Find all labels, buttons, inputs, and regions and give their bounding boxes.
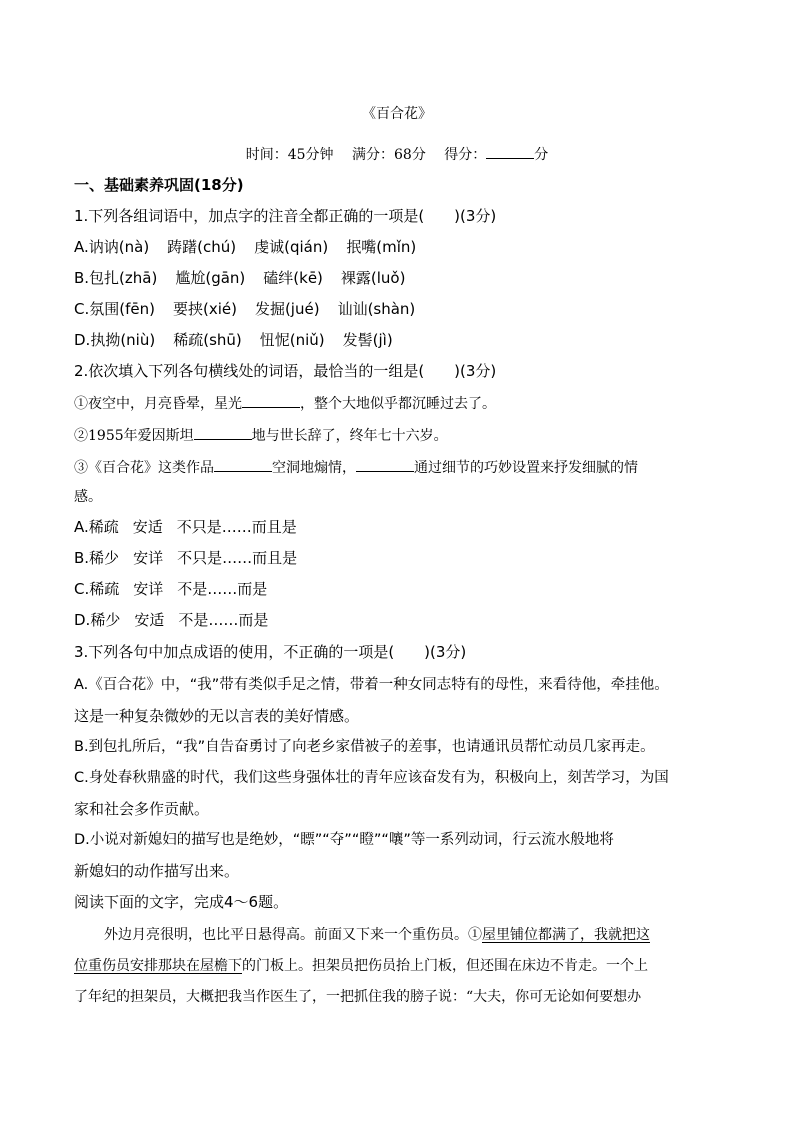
q1-a-word: 抿嘴(mǐn) <box>346 238 417 256</box>
q2-option-b[interactable] <box>74 548 311 568</box>
section-heading: 一、基础素养巩固(18分) <box>74 176 244 194</box>
q3-option-c[interactable]: C.身处春秋鼎盛的时代，我们这些身强体壮的青年应该奋发有为，积极向上，刻苦学习，为国 <box>74 770 669 786</box>
fill-blank[interactable] <box>194 425 252 440</box>
q3-option-b[interactable]: B.到包扎所后，“我”自告奋勇讨了向老乡家借被子的差事，也请通讯员帮忙动员几家再走。 <box>74 739 655 755</box>
fill-blank[interactable] <box>356 457 414 472</box>
q2-sentence-3 <box>74 457 638 478</box>
underlined-sentence: 屋里铺位都满了，我就把这 <box>482 927 650 943</box>
reading-intro: 阅读下面的文字，完成4～6题。 <box>74 893 289 911</box>
q2-b-item: B.稀少 <box>74 549 120 567</box>
q2-sentence-2 <box>74 425 448 446</box>
q1-d-word: D.执拗(niù) <box>74 331 156 349</box>
q1-d-word: 稀疏(shū) <box>173 331 242 349</box>
q1-d-word: 发髻(jì) <box>342 331 393 349</box>
q2-c-item: C.稀疏 <box>74 580 120 598</box>
q2-option-a[interactable] <box>74 517 311 537</box>
q2-d-item: 安适 <box>134 611 165 629</box>
q1-b-word: B.包扎(zhā) <box>74 269 158 287</box>
page-title: 《百合花》 <box>362 106 432 122</box>
q1-c-word: 发掘(jué) <box>254 300 320 318</box>
sentence-text: ，整个大地似乎都沉睡过去了。 <box>300 396 496 412</box>
sentence-text: ③《百合花》这类作品 <box>74 460 214 476</box>
q2-a-item: 不只是……而且是 <box>176 518 297 536</box>
q1-b-word: 磕绊(kē) <box>263 269 323 287</box>
question-1-stem: 1.下列各组词语中，加点字的注音全都正确的一项是( )(3分) <box>74 207 497 225</box>
underlined-sentence: 位重伤员安排那块在屋檐下 <box>74 958 242 974</box>
fill-blank[interactable] <box>214 457 272 472</box>
q2-a-item: 安适 <box>132 518 163 536</box>
q1-a-word: 虔诚(qián) <box>254 238 329 256</box>
q2-option-d[interactable] <box>74 610 282 630</box>
full-score: 满分：68分 <box>352 147 426 163</box>
score-label: 得分： <box>444 147 487 163</box>
q2-b-item: 不只是……而且是 <box>177 549 298 567</box>
sentence-text: ②1955年爱因斯坦 <box>74 428 194 444</box>
question-3-stem: 3.下列各句中加点成语的使用，不正确的一项是( )(3分) <box>74 643 467 661</box>
q3-option-a-cont: 这是一种复杂微妙的无以言表的美好情感。 <box>74 707 360 725</box>
q3-option-d[interactable]: D.小说对新媳妇的描写也是绝妙，“瞟”“夺”“瞪”“嚷”等一系列动词，行云流水般地将 <box>74 832 614 848</box>
q1-a-word: 踌躇(chú) <box>167 238 237 256</box>
passage-line-1 <box>104 925 650 945</box>
fill-blank[interactable] <box>242 393 300 408</box>
sentence-text: 地与世长辞了，终年七十六岁。 <box>251 428 448 444</box>
passage-text: 外边月亮很明，也比平日悬得高。前面又下来一个重伤员。① <box>104 927 482 943</box>
q3-option-d-cont: 新媳妇的动作描写出来。 <box>74 862 240 880</box>
passage-text: 的门板上。担架员把伤员抬上门板，但还围在床边不肯走。一个上 <box>242 958 648 974</box>
q1-c-word: 要挟(xié) <box>172 300 237 318</box>
sentence-text: 通过细节的巧妙设置来抒发细腻的情 <box>414 460 638 476</box>
sentence-text: ①夜空中，月亮昏晕，星光 <box>74 396 242 412</box>
q1-b-word: 尴尬(gān) <box>175 269 246 287</box>
q1-option-a[interactable] <box>74 237 416 257</box>
q2-c-item: 安详 <box>133 580 164 598</box>
q2-a-item: A.稀疏 <box>74 518 119 536</box>
score-unit: 分 <box>534 147 549 163</box>
q2-d-item: D.稀少 <box>74 611 121 629</box>
q2-option-c[interactable] <box>74 579 281 599</box>
time-limit: 时间：45分钟 <box>245 147 334 163</box>
q2-d-item: 不是……而是 <box>178 611 269 629</box>
q2-b-item: 安详 <box>133 549 164 567</box>
q3-option-a[interactable]: A.《百合花》中，“我”带有类似手足之情，带着一种女同志特有的母性，来看待他，牵挂他。 <box>74 677 669 693</box>
q1-a-word: A.讷讷(nà) <box>74 238 150 256</box>
q3-option-c-cont: 家和社会多作贡献。 <box>74 800 210 818</box>
q1-d-word: 忸怩(niǔ) <box>259 331 325 349</box>
q2-sentence-3-cont: 感。 <box>74 489 102 505</box>
passage-line-2 <box>74 956 648 976</box>
q1-option-b[interactable] <box>74 268 405 288</box>
exam-meta <box>0 144 794 165</box>
score-blank[interactable] <box>486 144 534 159</box>
sentence-text: 空洞地煽情， <box>272 460 356 476</box>
q2-c-item: 不是……而是 <box>177 580 268 598</box>
q1-c-word: C.氛围(fēn) <box>74 300 155 318</box>
q1-option-d[interactable] <box>74 330 393 350</box>
q1-b-word: 裸露(luǒ) <box>340 269 406 287</box>
q2-sentence-1 <box>74 393 496 414</box>
q1-option-c[interactable] <box>74 299 415 319</box>
q1-c-word: 讪讪(shàn) <box>337 300 416 318</box>
passage-line-3: 了年纪的担架员，大概把我当作医生了，一把抓住我的膀子说：“大夫，你可无论如何要想办 <box>74 989 642 1005</box>
question-2-stem: 2.依次填入下列各句横线处的词语，最恰当的一组是( )(3分) <box>74 362 497 380</box>
